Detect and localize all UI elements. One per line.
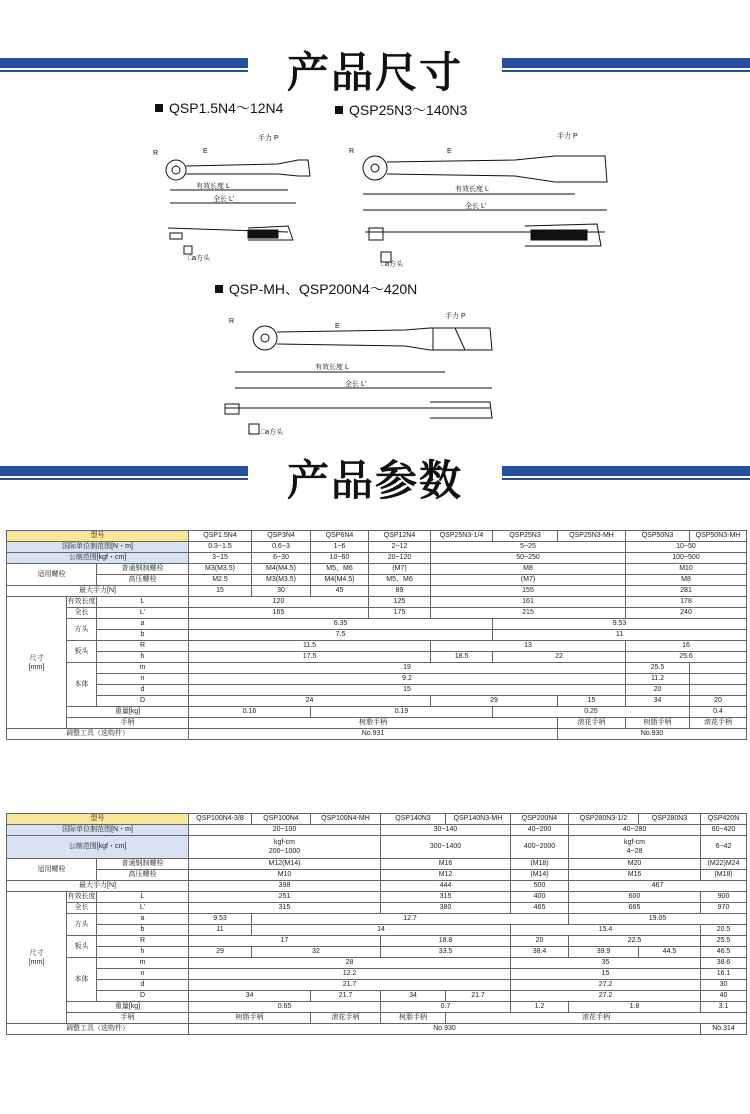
t2-square-label: 方头 xyxy=(67,914,97,936)
t2-bolt-normal-label: 普通钢制螺栓 xyxy=(97,859,189,870)
t1-cell xyxy=(690,674,747,685)
t2-plate-label: 板头 xyxy=(67,936,97,958)
t1-square-label: 方头 xyxy=(67,619,97,641)
spec-table-1 xyxy=(6,530,747,740)
t1-plate-label: 板头 xyxy=(67,641,97,663)
full-length-a: 全长 L' xyxy=(213,196,235,203)
t1-cell: 20 xyxy=(690,696,747,707)
t1-cell: M3(M3.5) xyxy=(189,564,252,575)
t2-cell: 60~420 xyxy=(701,825,747,836)
t1-cell: 240 xyxy=(626,608,747,619)
t1-cell: M4(M4.5) xyxy=(252,564,311,575)
t2-cell: 滚花手柄 xyxy=(311,1013,381,1024)
t1-sym: D xyxy=(97,696,189,707)
t1-cell: M4(M4.5) xyxy=(311,575,369,586)
t1-cell: 15 xyxy=(189,586,252,597)
t2-cell: 315 xyxy=(381,892,511,903)
t2-cell: 380 xyxy=(381,903,511,914)
t1-cell: 15 xyxy=(189,685,626,696)
t2-sym: h xyxy=(97,947,189,958)
t1-cell: 30 xyxy=(252,586,311,597)
t1-efflen-label: 有效长度 xyxy=(67,597,97,608)
t2-cell: 27.2 xyxy=(511,980,701,991)
t1-range-label: 国际单位制范围[N・m] xyxy=(7,542,189,553)
t2-cell: 398 xyxy=(189,881,381,892)
label-E-b: E xyxy=(447,148,452,155)
t2-cell: 28 xyxy=(189,958,511,969)
t1-model: QSP25N3-1/4 xyxy=(431,531,493,542)
t1-weight-label: 重量[kg] xyxy=(67,707,189,718)
t1-cell: 215 xyxy=(431,608,626,619)
t2-model: QSP420N xyxy=(701,814,747,825)
t2-tool-label: 调整工具（选购件） xyxy=(7,1024,189,1035)
hand-force-c: 手力 P xyxy=(445,313,466,320)
t1-cell: (M7) xyxy=(369,564,431,575)
t1-cell: 34 xyxy=(626,696,690,707)
t1-cell: 0.25 xyxy=(493,707,690,718)
t1-model-label: 型号 xyxy=(7,531,189,542)
t2-cell: 21.7 xyxy=(446,991,511,1002)
t1-cell: 11.5 xyxy=(189,641,431,652)
t1-cell: 9.2 xyxy=(189,674,626,685)
t1-cell: 6~30 xyxy=(252,553,311,564)
t1-cell: 125 xyxy=(369,597,431,608)
t1-cell: 17.5 xyxy=(189,652,431,663)
t1-cell: 19 xyxy=(189,663,626,674)
t2-maxforce-label: 最大手力[N] xyxy=(7,881,189,892)
t2-model: QSP140N3 xyxy=(381,814,446,825)
t1-sym: h xyxy=(97,652,189,663)
full-length-c: 全长 L' xyxy=(345,381,367,388)
t1-cell: 13 xyxy=(431,641,626,652)
t1-cell: 6.35 xyxy=(189,619,493,630)
t2-weight-label: 重量[kg] xyxy=(67,1002,189,1013)
t2-cell: M12 xyxy=(381,870,511,881)
wrench-diagram-b xyxy=(345,128,635,268)
t1-cell: 15 xyxy=(558,696,626,707)
t2-sym: a xyxy=(97,914,189,925)
t2-cell: 40~280 xyxy=(569,825,701,836)
t2-body-label: 本体 xyxy=(67,958,97,1002)
wrench-diagram-c xyxy=(205,308,505,442)
t1-cell: 178 xyxy=(626,597,747,608)
dimensions-header xyxy=(0,40,750,100)
t1-cell: 165 xyxy=(189,608,369,619)
t2-cell: 970 xyxy=(701,903,747,914)
label-E-a: E xyxy=(203,148,208,155)
t2-bolt-label: 适用螺栓 xyxy=(7,859,97,881)
t2-cell: (M18) xyxy=(701,870,747,881)
t2-sym: R xyxy=(97,936,189,947)
t2-model: QSP280N3-1/2 xyxy=(569,814,639,825)
t1-fulllen-label: 全长 xyxy=(67,608,97,619)
t2-cell: M10 xyxy=(189,870,381,881)
t1-cell: M10 xyxy=(626,564,747,575)
t1-cell: 50~250 xyxy=(431,553,626,564)
t2-cell: 46.5 xyxy=(701,947,747,958)
t1-cell: 281 xyxy=(626,586,747,597)
t1-model: QSP6N4 xyxy=(311,531,369,542)
t2-cell: 20.5 xyxy=(701,925,747,936)
t1-cell: 155 xyxy=(431,586,626,597)
t2-cell: 33.5 xyxy=(381,947,511,958)
t1-bolt-label: 适用螺栓 xyxy=(7,564,97,586)
t2-cell: 32 xyxy=(252,947,381,958)
t2-cell: 251 xyxy=(189,892,381,903)
t2-cell: (M22)M24 xyxy=(701,859,747,870)
t2-cell: 38.6 xyxy=(701,958,747,969)
t1-cell: 树脂手柄 xyxy=(189,718,558,729)
t1-model: QSP1.5N4 xyxy=(189,531,252,542)
t2-sym: d xyxy=(97,980,189,991)
t1-cell: 161 xyxy=(431,597,626,608)
square-head-c: □a方头 xyxy=(261,429,284,436)
effective-length-c: 有效长度 L xyxy=(315,364,349,371)
t2-cell: 20~100 xyxy=(189,825,381,836)
t2-cell: 900 xyxy=(701,892,747,903)
t2-model: QSP140N3-MH xyxy=(446,814,511,825)
t2-kgf-label: 公制范围[kgf・cm] xyxy=(7,836,189,859)
t2-cell: 30 xyxy=(701,980,747,991)
model-c-label: QSP-MH、QSP200N4～420N xyxy=(215,279,417,299)
t1-handle-label: 手柄 xyxy=(67,718,189,729)
t2-model: QSP100N4-MH xyxy=(311,814,381,825)
wrench-diagram-a xyxy=(148,128,328,268)
t2-range-label: 国际单位制范围[N・m] xyxy=(7,825,189,836)
t2-model-label: 型号 xyxy=(7,814,189,825)
t2-cell: 600 xyxy=(569,892,701,903)
t1-cell xyxy=(690,685,747,696)
t1-cell: M5、M6 xyxy=(369,575,431,586)
t2-cell: 400~2000 xyxy=(511,836,569,859)
params-header xyxy=(0,448,750,508)
t2-model: QSP200N4 xyxy=(511,814,569,825)
model-b-label: QSP25N3～140N3 xyxy=(335,100,467,120)
t1-sym: L' xyxy=(97,608,189,619)
t1-cell: No.930 xyxy=(558,729,747,740)
t2-sym: D xyxy=(97,991,189,1002)
model-a-label: QSP1.5N4～12N4 xyxy=(155,98,283,118)
t1-cell: M3(M3.5) xyxy=(252,575,311,586)
t1-cell: 10~50 xyxy=(626,542,747,553)
t2-cell: 16.1 xyxy=(701,969,747,980)
t2-cell: kgf-cm 200~1000 xyxy=(189,836,381,859)
t1-cell: M5、M6 xyxy=(311,564,369,575)
t1-cell: 0.19 xyxy=(311,707,493,718)
t1-sym: a xyxy=(97,619,189,630)
t2-cell: M12(M14) xyxy=(189,859,381,870)
t1-cell: 0.4 xyxy=(690,707,747,718)
t1-cell: 45 xyxy=(311,586,369,597)
spec-table-2 xyxy=(6,813,747,1035)
params-title: 产品参数 xyxy=(286,456,463,505)
t2-cell: M20 xyxy=(569,859,701,870)
t2-bolt-high-label: 高压螺栓 xyxy=(97,870,189,881)
t2-size-label: 尺寸 [mm] xyxy=(7,892,67,1024)
t1-cell: (M7) xyxy=(431,575,626,586)
t1-cell: M8 xyxy=(431,564,626,575)
t1-cell: No.931 xyxy=(189,729,558,740)
label-R-b: R xyxy=(349,148,355,155)
t2-cell: 25.5 xyxy=(701,936,747,947)
effective-length-b: 有效长度 L xyxy=(455,186,489,193)
t1-cell: 0.16 xyxy=(189,707,311,718)
t1-cell xyxy=(690,663,747,674)
t2-cell: 20 xyxy=(511,936,569,947)
t1-cell: 16 xyxy=(626,641,747,652)
t1-model: QSP3N4 xyxy=(252,531,311,542)
t1-cell: 22 xyxy=(493,652,626,663)
t2-cell: (M14) xyxy=(511,870,569,881)
t2-handle-label: 手柄 xyxy=(67,1013,189,1024)
t1-cell: 7.5 xyxy=(189,630,493,641)
t1-cell: 20 xyxy=(626,685,690,696)
t1-sym: L xyxy=(97,597,189,608)
t1-cell: 89 xyxy=(369,586,431,597)
t2-cell: 44.5 xyxy=(639,947,701,958)
t2-cell: 树脂手柄 xyxy=(189,1013,311,1024)
t1-sym: R xyxy=(97,641,189,652)
t1-cell: 11.2 xyxy=(626,674,690,685)
t2-cell: 29 xyxy=(189,947,252,958)
label-E-c: E xyxy=(335,323,340,330)
t2-cell: 38.4 xyxy=(511,947,569,958)
t2-cell: 467 xyxy=(569,881,747,892)
t1-cell: 0.6~3 xyxy=(252,542,311,553)
t2-cell: 14 xyxy=(252,925,511,936)
t2-model: QSP100N4 xyxy=(252,814,311,825)
t1-cell: 11 xyxy=(493,630,747,641)
t1-maxforce-label: 最大手力[N] xyxy=(7,586,189,597)
t2-cell: M16 xyxy=(569,870,701,881)
t2-cell: 12.2 xyxy=(189,969,511,980)
t2-cell: 39.9 xyxy=(569,947,639,958)
square-head-a: □a方头 xyxy=(188,255,211,262)
t2-cell: 465 xyxy=(511,903,569,914)
t2-sym: L xyxy=(97,892,189,903)
t1-bolt-high-label: 高压螺栓 xyxy=(97,575,189,586)
label-R-a: R xyxy=(153,150,159,157)
t2-cell: 34 xyxy=(189,991,311,1002)
t2-cell: 315 xyxy=(189,903,381,914)
t2-cell: 15 xyxy=(511,969,701,980)
t2-cell: 1.8 xyxy=(569,1002,701,1013)
t2-cell: No.314 xyxy=(701,1024,747,1035)
t1-cell: 滚花手柄 xyxy=(558,718,626,729)
t2-cell: 1.2 xyxy=(511,1002,569,1013)
effective-length-a: 有效长度 L xyxy=(196,183,230,190)
t2-cell: 0.7 xyxy=(381,1002,511,1013)
t1-sym: d xyxy=(97,685,189,696)
t1-model: QSP25N3 xyxy=(493,531,558,542)
t2-sym: n xyxy=(97,969,189,980)
t1-cell: 175 xyxy=(369,608,431,619)
t2-sym: L' xyxy=(97,903,189,914)
t2-efflen-label: 有效长度 xyxy=(67,892,97,903)
hand-force-a: 手力 P xyxy=(258,135,279,142)
square-head-b: □a方头 xyxy=(381,261,404,268)
t2-cell: 3.1 xyxy=(701,1002,747,1013)
t2-cell: 40 xyxy=(701,991,747,1002)
t1-model: QSP25N3-MH xyxy=(558,531,626,542)
t1-cell: 1~6 xyxy=(311,542,369,553)
t2-cell: 665 xyxy=(569,903,701,914)
t1-cell: 10~60 xyxy=(311,553,369,564)
t2-cell: No.930 xyxy=(189,1024,701,1035)
t1-cell: 20~120 xyxy=(369,553,431,564)
t1-sym: m xyxy=(97,663,189,674)
t2-cell: 35 xyxy=(511,958,701,969)
dimensions-title: 产品尺寸 xyxy=(286,48,463,97)
t1-model: QSP50N3 xyxy=(626,531,690,542)
t2-fulllen-label: 全长 xyxy=(67,903,97,914)
t2-cell: 17 xyxy=(189,936,381,947)
t2-cell: 300~1400 xyxy=(381,836,511,859)
t1-cell: 5~25 xyxy=(431,542,626,553)
t2-cell: 0.65 xyxy=(189,1002,381,1013)
t1-sym: n xyxy=(97,674,189,685)
t1-cell: 120 xyxy=(189,597,369,608)
t1-cell: M2.5 xyxy=(189,575,252,586)
t1-cell: 树脂手柄 xyxy=(626,718,690,729)
t2-cell: 444 xyxy=(381,881,511,892)
hand-force-b: 手力 P xyxy=(557,133,578,140)
t2-cell: 22.5 xyxy=(569,936,701,947)
t2-sym: b xyxy=(97,925,189,936)
t2-cell: 21.7 xyxy=(189,980,511,991)
t2-cell: 400 xyxy=(511,892,569,903)
t1-cell: 18.5 xyxy=(431,652,493,663)
t2-cell: 18.8 xyxy=(381,936,511,947)
t1-cell: 100~500 xyxy=(626,553,747,564)
full-length-b: 全长 L' xyxy=(465,203,487,210)
t1-cell: 3~15 xyxy=(189,553,252,564)
t2-cell: 滚花手柄 xyxy=(446,1013,747,1024)
t1-tool-label: 调整工具（选购件） xyxy=(7,729,189,740)
t1-cell: 25.5 xyxy=(626,663,690,674)
t1-cell: 2~12 xyxy=(369,542,431,553)
t1-model: QSP12N4 xyxy=(369,531,431,542)
t2-cell: 9.53 xyxy=(189,914,252,925)
t1-body-label: 本体 xyxy=(67,663,97,707)
t2-model: QSP100N4-3/8 xyxy=(189,814,252,825)
t1-kgf-label: 公制范围[kgf・cm] xyxy=(7,553,189,564)
t1-cell: M8 xyxy=(626,575,747,586)
t1-bolt-normal-label: 普通钢制螺栓 xyxy=(97,564,189,575)
t2-cell: 21.7 xyxy=(311,991,381,1002)
t1-sym: b xyxy=(97,630,189,641)
t1-cell: 滚花手柄 xyxy=(690,718,747,729)
t1-cell: 24 xyxy=(189,696,431,707)
t2-cell: kgf-cm 4~28 xyxy=(569,836,701,859)
t2-cell: 34 xyxy=(381,991,446,1002)
t2-cell: M16 xyxy=(381,859,511,870)
t2-cell: 27.2 xyxy=(511,991,701,1002)
t2-cell: (M18) xyxy=(511,859,569,870)
t1-cell: 29 xyxy=(431,696,558,707)
t1-cell: 25.6 xyxy=(626,652,747,663)
t2-cell: 12.7 xyxy=(252,914,569,925)
t2-cell: 40~200 xyxy=(511,825,569,836)
t2-cell: 6~42 xyxy=(701,836,747,859)
t1-cell: 0.3~1.5 xyxy=(189,542,252,553)
t2-cell: 15.4 xyxy=(511,925,701,936)
t2-cell: 500 xyxy=(511,881,569,892)
t2-cell: 树脂手柄 xyxy=(381,1013,446,1024)
t2-cell: 19.05 xyxy=(569,914,747,925)
t2-cell: 11 xyxy=(189,925,252,936)
label-R-c: R xyxy=(229,318,235,325)
t2-model: QSP280N3 xyxy=(639,814,701,825)
t2-cell: 30~140 xyxy=(381,825,511,836)
t1-size-label: 尺寸 [mm] xyxy=(7,597,67,729)
t2-sym: m xyxy=(97,958,189,969)
t1-model: QSP50N3-MH xyxy=(690,531,747,542)
t1-cell: 9.53 xyxy=(493,619,747,630)
